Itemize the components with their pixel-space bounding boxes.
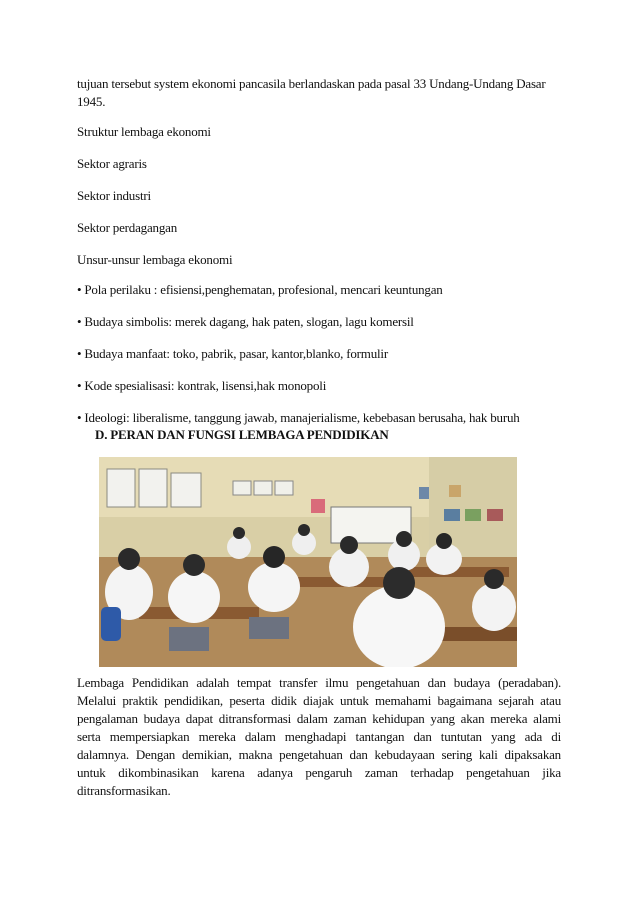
item-unsur: Unsur-unsur lembaga ekonomi — [77, 252, 233, 267]
item-struktur: Struktur lembaga ekonomi — [77, 124, 211, 139]
paragraph-line-1: Lembaga Pendidikan adalah tempat transfer ilmu pengetahuan dan budaya (peradaban). — [77, 675, 561, 690]
bullet-ideologi: • Ideologi: liberalisme, tanggung jawab, manajerialisme, kebebasan berusaha, hak buruh — [77, 410, 520, 425]
paragraph-line-2: Melalui praktik pendidikan, peserta didik diajak untuk memahami bagaimana sejarah atau — [77, 693, 561, 708]
paragraph-line-5: dalamnya. Dengan demikian, makna pengetahuan dan kebudayaan sering kali dipaksakan — [77, 747, 561, 762]
bullet-kode-spesialisasi: • Kode spesialisasi: kontrak, lisensi,hak monopoli — [77, 378, 327, 393]
intro-line-2: 1945. — [77, 94, 106, 109]
intro-line-1: tujuan tersebut system ekonomi pancasila berlandaskan pada pasal 33 Undang-Undang Dasar — [77, 76, 546, 91]
item-industri: Sektor industri — [77, 188, 151, 203]
paragraph-line-4: serta mempersiapkan mereka dalam menghadapi tantangan dan tuntutan yang ada di — [77, 729, 561, 744]
bullet-budaya-simbolis: • Budaya simbolis: merek dagang, hak paten, slogan, lagu komersil — [77, 314, 414, 329]
paragraph-line-3: pengalaman budaya dapat ditransformasi dalam zaman kehidupan yang akan mereka alami — [77, 711, 561, 726]
item-agraris: Sektor agraris — [77, 156, 147, 171]
item-perdagangan: Sektor perdagangan — [77, 220, 178, 235]
paragraph-line-6: untuk dikombinasikan karena adanya pengaruh zaman terhadap pengetahuan jika — [77, 765, 561, 780]
bullet-budaya-manfaat: • Budaya manfaat: toko, pabrik, pasar, kantor,blanko, formulir — [77, 346, 388, 361]
section-heading: D. PERAN DAN FUNGSI LEMBAGA PENDIDIKAN — [95, 427, 389, 442]
classroom-photo — [99, 457, 517, 667]
paragraph-line-7: ditransformasikan. — [77, 783, 171, 798]
bullet-pola-perilaku: • Pola perilaku : efisiensi,penghematan, profesional, mencari keuntungan — [77, 282, 443, 297]
